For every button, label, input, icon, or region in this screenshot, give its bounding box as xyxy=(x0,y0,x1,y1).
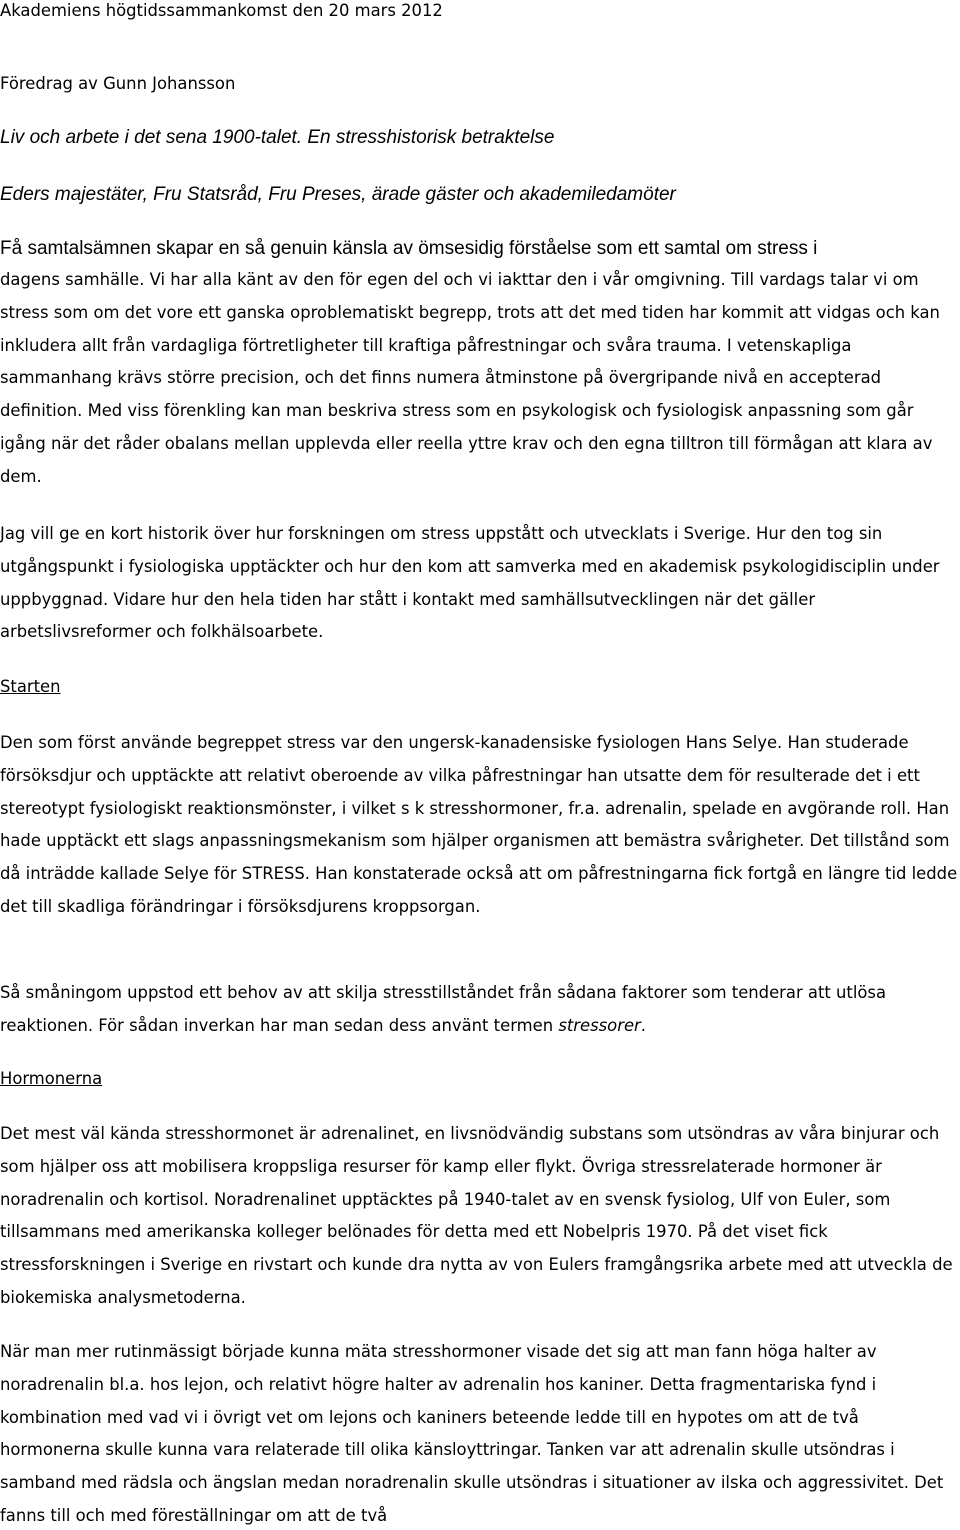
salutation: Eders majestäter, Fru Statsråd, Fru Preses, ärade gäster och akademiledamöter xyxy=(0,184,676,205)
paragraph-lejon-kaniner: När man mer rutinmässigt började kunna mäta stresshormoner visade det sig att man fann höga halter av noradrenalin bl.a. hos lejon, och relativt högre halter av adrenalin hos kaniner. Detta fragmentariska fynd i kombination med vad vi i övrigt vet om lejons och kaniners beteende ledde till en hypotes om att de två hormonerna skulle kunna vara relaterade till olika känsloyttringar. Tanken var att adrenalin skulle utsöndras i samband med rädsla och ängslan medan noradrenalin skulle utsöndras i situationer av ilska och aggressivitet. Det fanns till och med föreställningar om att de två xyxy=(0,1342,944,1525)
section-heading-starten: Starten xyxy=(0,677,61,696)
paragraph-stressorer-end: . xyxy=(640,1015,646,1035)
paragraph-stressorer-text: Så småningom uppstod ett behov av att skilja stresstillståndet från sådana faktorer som tenderar att utlösa reaktionen. För sådan inverkan har man sedan dess använt termen xyxy=(0,983,886,1035)
intro-sentence: Få samtalsämnen skapar en så genuin känsla av ömsesidig förståelse som ett samtal om stress i xyxy=(0,238,818,259)
paragraph-selye: Den som först använde begreppet stress var den ungersk-kanadensiske fysiologen Hans Selye. Han studerade försöksdjur och upptäckte att relativt oberoende av vilka påfrestningar han utsatte dem för resulterade det i ett stereotypt fysiologiskt reaktionsmönster, i vilket s k stresshormoner, fr.a. adrenalin, spelade en avgörande roll. Han hade upptäckt ett slags anpassningsmekanism som hjälper organismen att bemästra svårigheter. Det tillstånd som då inträdde kallade Selye för STRESS. Han konstaterade också att om påfrestningarna fick fortgå en längre tid ledde det till skadliga förändringar i försöksdjurens kroppsorgan. xyxy=(0,733,958,916)
paragraph-adrenalin: Det mest väl kända stresshormonet är adrenalinet, en livsnödvändig substans som utsöndras av våra binjurar och som hjälper oss att mobilisera kroppsliga resurser för kamp eller flykt. Övriga stressrelaterade hormoner är noradrenalin och kortisol. Noradrenalinet upptäcktes på 1940-talet av en svensk fysiolog, Ulf von Euler, som tillsammans med amerikanska kolleger belönades för detta med ett Nobelpris 1970. På det viset fick stressforskningen i Sverige en rivstart och kunde dra nytta av von Eulers framgångsrika arbete med att utveckla de biokemiska analysmetoderna. xyxy=(0,1124,953,1307)
term-stressorer: stressorer xyxy=(558,1015,641,1035)
document-title: Akademiens högtidssammankomst den 20 mars 2012 xyxy=(0,1,443,20)
section-heading-hormonerna: Hormonerna xyxy=(0,1069,103,1088)
speaker-line: Föredrag av Gunn Johansson xyxy=(0,74,236,93)
paragraph-intro: dagens samhälle. Vi har alla känt av den för egen del och vi iakttar den i vår omgivning. Till vardags talar vi om stress som om det vore ett ganska oproblematiskt begrepp, trots att det med tiden har kommit att vidgas och kan inkludera allt från vardagliga förtretligheter till kraftiga påfrestningar och svåra trauma. I vetenskapliga sammanhang krävs större precision, och det finns numera åtminstone på övergripande nivå en accepterad definition. Med viss förenkling kan man beskriva stress som en psykologisk och fysiologisk anpassning som går igång när det råder obalans mellan upplevda eller reella yttre krav och den egna tilltron till förmågan att klara av dem. xyxy=(0,270,940,486)
lecture-title: Liv och arbete i det sena 1900-talet. En stresshistorisk betraktelse xyxy=(0,127,555,148)
paragraph-stressorer xyxy=(0,977,960,1043)
paragraph-history: Jag vill ge en kort historik över hur forskningen om stress uppstått och utvecklats i Sverige. Hur den tog sin utgångspunkt i fysiologiska upptäckter och hur den kom att samverka med en akademisk psykologidisciplin under uppbyggnad. Vidare hur den hela tiden har stått i kontakt med samhällsutvecklingen när det gäller arbetslivsreformer och folkhälsoarbete. xyxy=(0,524,940,642)
